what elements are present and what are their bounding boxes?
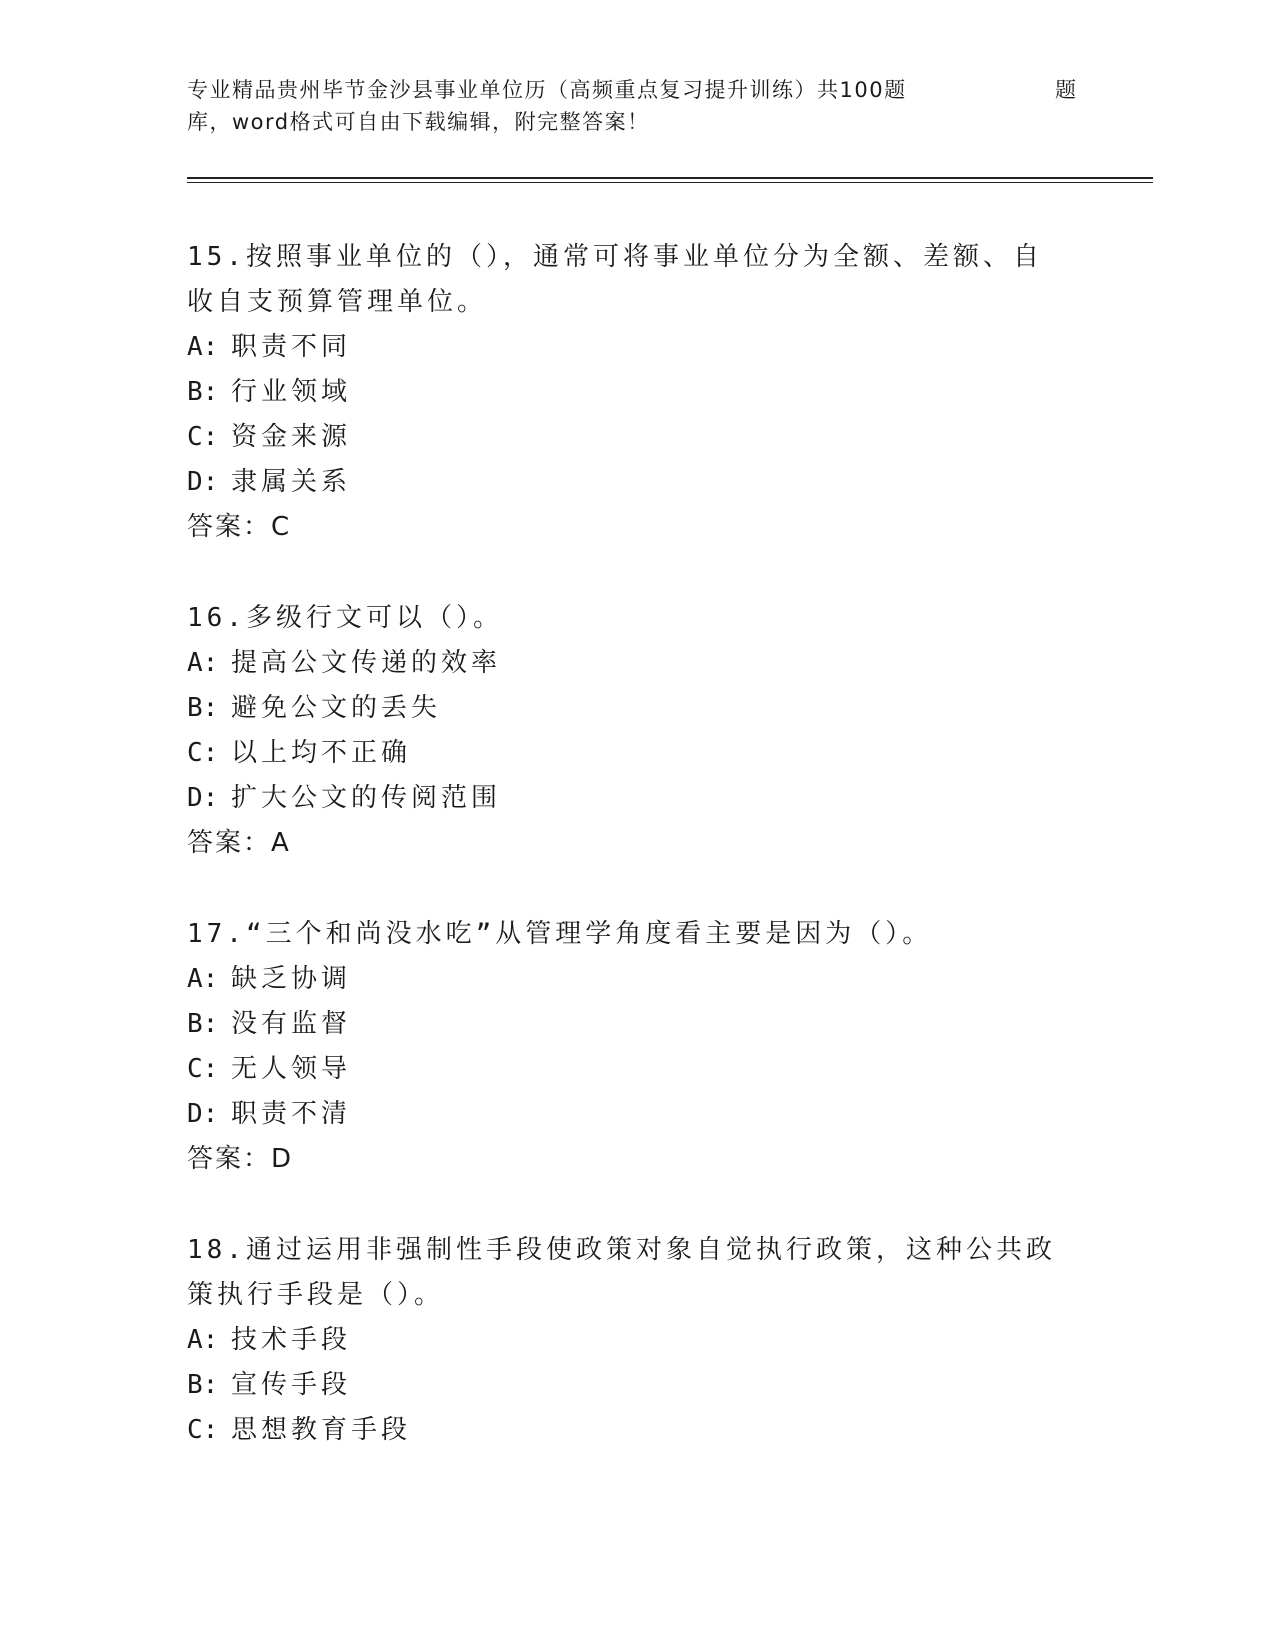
option-a	[187, 1318, 1087, 1363]
option-b	[187, 1363, 1087, 1408]
option-a	[187, 325, 1087, 370]
header-title-tail: 题	[1055, 78, 1078, 102]
question-18	[187, 1228, 1087, 1453]
option-text: 无人领导	[231, 1054, 352, 1084]
option-b	[187, 686, 1087, 731]
header-divider-thick	[187, 177, 1153, 179]
question-list	[187, 235, 1087, 1499]
option-a	[187, 641, 1087, 686]
option-text: 提高公文传递的效率	[231, 648, 502, 678]
option-text: 行业领域	[231, 377, 352, 407]
option-letter: A:	[187, 648, 219, 678]
option-text: 没有监督	[231, 1009, 352, 1039]
answer-line: 答案：C	[187, 512, 292, 542]
option-text: 以上均不正确	[231, 738, 412, 768]
option-d	[187, 776, 1087, 821]
option-c	[187, 415, 1087, 460]
question-stem: 17.“三个和尚没水吃”从管理学角度看主要是因为（）。	[187, 919, 933, 949]
option-letter: D:	[187, 467, 219, 497]
option-d	[187, 1092, 1087, 1137]
option-letter: D:	[187, 1099, 219, 1129]
option-letter: D:	[187, 783, 219, 813]
option-text: 宣传手段	[231, 1370, 352, 1400]
answer-line: 答案：D	[187, 1144, 294, 1174]
option-c	[187, 731, 1087, 776]
option-letter: C:	[187, 1054, 219, 1084]
option-letter: A:	[187, 1325, 219, 1355]
option-c	[187, 1408, 1087, 1453]
header-line-1	[187, 74, 1087, 106]
option-letter: B:	[187, 377, 219, 407]
question-stem: 15.按照事业单位的（），通常可将事业单位分为全额、差额、自收自支预算管理单位。	[187, 242, 1043, 317]
header-divider-thin	[187, 182, 1153, 183]
option-text: 避免公文的丢失	[231, 693, 442, 723]
header-line-2: 库，word格式可自由下载编辑，附完整答案！	[187, 110, 650, 134]
option-text: 技术手段	[231, 1325, 352, 1355]
option-text: 思想教育手段	[231, 1415, 412, 1445]
document-header	[187, 74, 1087, 138]
option-letter: B:	[187, 693, 219, 723]
question-15	[187, 235, 1087, 550]
answer-line: 答案：A	[187, 828, 291, 858]
option-letter: C:	[187, 738, 219, 768]
option-a	[187, 957, 1087, 1002]
question-stem: 16.多级行文可以（）。	[187, 603, 503, 633]
option-d	[187, 460, 1087, 505]
option-c	[187, 1047, 1087, 1092]
option-text: 资金来源	[231, 422, 352, 452]
question-17	[187, 912, 1087, 1182]
header-title-text: 专业精品贵州毕节金沙县事业单位历（高频重点复习提升训练）共100题	[187, 78, 907, 102]
option-text: 扩大公文的传阅范围	[231, 783, 502, 813]
question-16	[187, 596, 1087, 866]
option-letter: B:	[187, 1009, 219, 1039]
option-text: 职责不清	[231, 1099, 352, 1129]
option-letter: C:	[187, 1415, 219, 1445]
question-stem: 18.通过运用非强制性手段使政策对象自觉执行政策，这种公共政策执行手段是（）。	[187, 1235, 1056, 1310]
option-letter: A:	[187, 332, 219, 362]
option-letter: B:	[187, 1370, 219, 1400]
option-text: 缺乏协调	[231, 964, 352, 994]
option-b	[187, 1002, 1087, 1047]
option-text: 隶属关系	[231, 467, 352, 497]
option-text: 职责不同	[231, 332, 352, 362]
option-letter: A:	[187, 964, 219, 994]
option-b	[187, 370, 1087, 415]
option-letter: C:	[187, 422, 219, 452]
